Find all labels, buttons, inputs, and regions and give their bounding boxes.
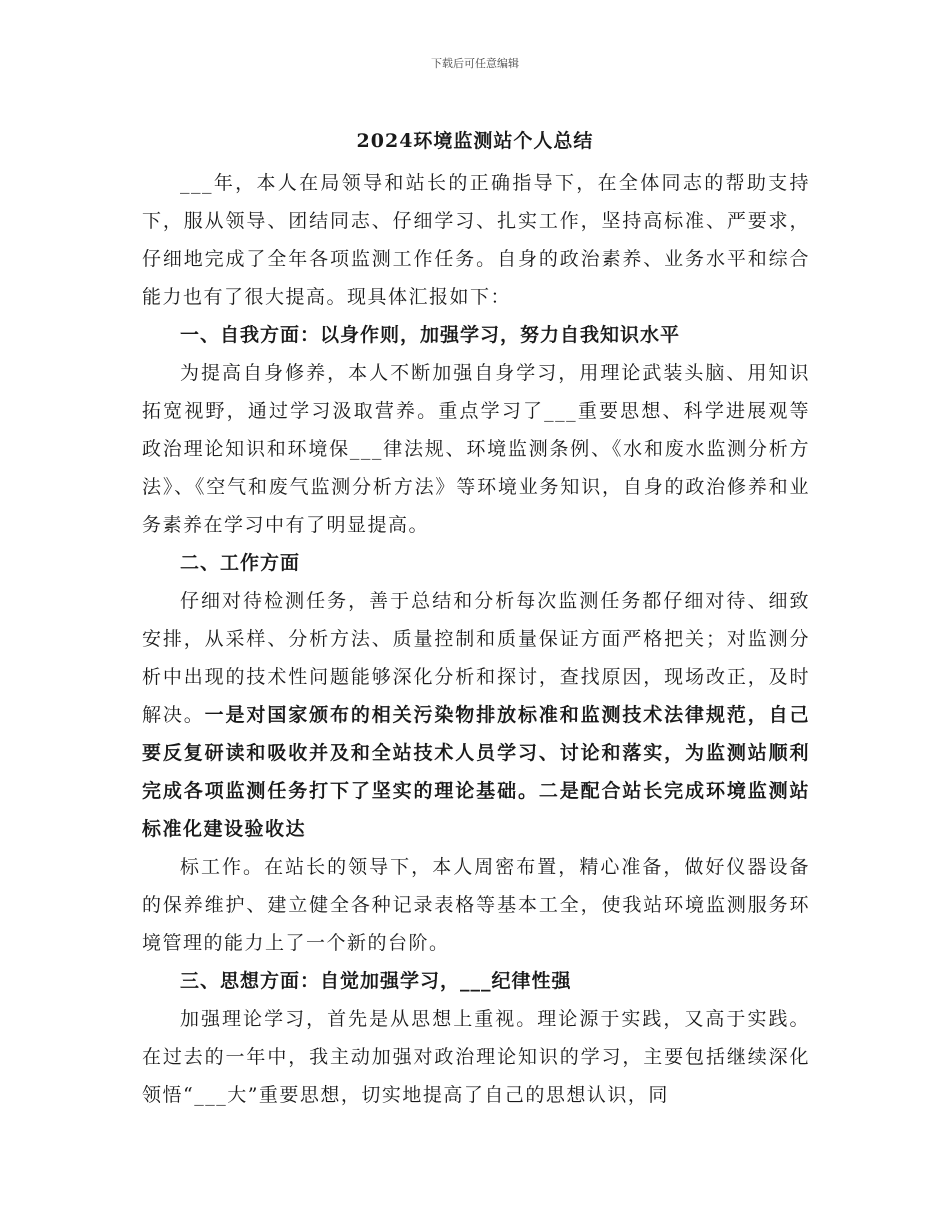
section-heading-self: 一、自我方面：以身作则，加强学习，努力自我知识水平 [180, 324, 681, 346]
document-body [142, 164, 810, 1114]
paragraph-work-continued: 标工作。在站长的领导下，本人周密布置，精心准备，做好仪器设备的保养维护、建立健全各种记录表格等基本工全，使我站环境监测服务环境管理的能力上了一个新的台阶。 [142, 856, 810, 954]
paragraph-work-bold: 一是对国家颁布的相关污染物排放标准和监测技术法律规范，自己要反复研读和吸收并及和全站技术人员学习、讨论和落实，为监测站顺利完成各项监测任务打下了坚实的理论基础。二是配合站长完成环境监测站标准化建设验收达 [142, 704, 810, 840]
paragraph-work [142, 582, 810, 848]
paragraph-self: 为提高自身修养，本人不断加强自身学习，用理论武装头脑、用知识拓宽视野，通过学习汲取营养。重点学习了___重要思想、科学进展观等政治理论知识和环境保___律法规、环境监测条例、《水和废水监测分析方法》、《空气和废气监测分析方法》等环境业务知识，自身的政治修养和业务素养在学习中有了明显提高。 [142, 362, 810, 536]
section-heading-thought: 三、思想方面：自觉加强学习，___纪律性强 [180, 970, 572, 992]
header-note: 下载后可任意编辑 [431, 57, 519, 70]
paragraph-thought: 加强理论学习，首先是从思想上重视。理论源于实践，又高于实践。在过去的一年中，我主动加强对政治理论知识的学习，主要包括继续深化领悟“___大”重要思想，切实地提高了自己的思想认识，同 [142, 1008, 810, 1106]
paragraph-work-normal: 仔细对待检测任务，善于总结和分析每次监测任务都仔细对待、细致安排，从采样、分析方法、质量控制和质量保证方面严格把关；对监测分析中出现的技术性问题能够深化分析和探讨，查找原因，现场改正，及时解决。 [142, 590, 810, 726]
document-title: 2024环境监测站个人总结 [356, 130, 594, 152]
paragraph-intro: ___年，本人在局领导和站长的正确指导下，在全体同志的帮助支持下，服从领导、团结同志、仔细学习、扎实工作，坚持高标准、严要求，仔细地完成了全年各项监测工作任务。自身的政治素养、业务水平和综合能力也有了很大提高。现具体汇报如下： [142, 172, 810, 308]
section-heading-work: 二、工作方面 [180, 552, 301, 574]
